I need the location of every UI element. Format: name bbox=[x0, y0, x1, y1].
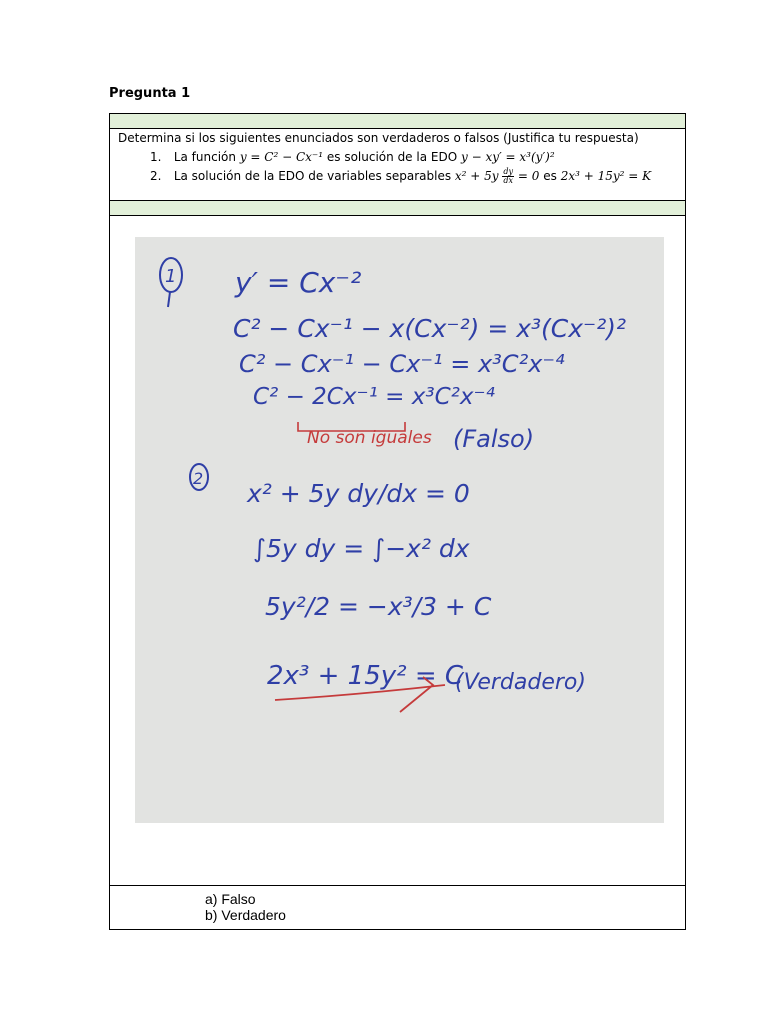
statement-2-derivative bbox=[502, 168, 514, 185]
statement-2-ode-left: x² + 5y bbox=[454, 169, 499, 183]
part2-line2: ∫5y dy = ∫−x² dx bbox=[253, 534, 470, 563]
answer-b: b) Verdadero bbox=[205, 907, 286, 923]
handwriting-canvas bbox=[135, 237, 664, 823]
statement-1-text-before: La función bbox=[173, 150, 236, 164]
statement-2 bbox=[144, 167, 678, 186]
statement-2-text-before: La solución de la EDO de variables separables bbox=[173, 169, 452, 183]
question-instruction: Determina si los siguientes enunciados son verdaderos o falsos (Justifica tu respuesta) bbox=[118, 131, 639, 145]
part1-marker-tail bbox=[168, 292, 170, 307]
statement-1 bbox=[144, 148, 678, 167]
statement-1-ode: y − xy′ = x³(y′)² bbox=[460, 150, 555, 164]
statement-1-text-middle: es solución de la EDO bbox=[326, 150, 458, 164]
part1-line3: C² − Cx⁻¹ − Cx⁻¹ = x³C²x⁻⁴ bbox=[239, 350, 565, 378]
part1-verdict: (Falso) bbox=[453, 425, 535, 453]
derivative-denominator: dx bbox=[503, 176, 514, 185]
statement-2-text-middle: es bbox=[543, 169, 557, 183]
answers-divider bbox=[110, 885, 685, 886]
part1-line1: y′ = Cx⁻² bbox=[235, 266, 362, 299]
question-statement bbox=[118, 129, 678, 186]
statement-2-solution: 2x³ + 15y² = K bbox=[560, 169, 652, 183]
header-band-bottom bbox=[110, 200, 685, 216]
answers-block bbox=[205, 891, 286, 923]
statement-1-number: 1. bbox=[150, 150, 162, 164]
part2-line3: 5y²/2 = −x³/3 + C bbox=[265, 592, 492, 621]
question-heading: Pregunta 1 bbox=[109, 86, 191, 101]
part2-line4: 2x³ + 15y² = C bbox=[267, 661, 464, 691]
part2-marker: 2 bbox=[193, 469, 204, 488]
part1-line2: C² − Cx⁻¹ − x(Cx⁻²) = x³(Cx⁻²)² bbox=[233, 314, 627, 343]
handwritten-solution-photo bbox=[135, 237, 664, 823]
part1-note: No son iguales bbox=[307, 428, 432, 448]
answer-a: a) Falso bbox=[205, 891, 256, 907]
part1-marker: 1 bbox=[165, 266, 177, 287]
statement-1-function: y = C² − Cx⁻¹ bbox=[239, 150, 324, 164]
part2-line1: x² + 5y dy/dx = 0 bbox=[247, 479, 470, 508]
statement-2-number: 2. bbox=[150, 169, 162, 183]
part2-verdict: (Verdadero) bbox=[455, 670, 586, 695]
statement-2-ode-right: = 0 bbox=[517, 169, 540, 183]
header-band-top bbox=[110, 114, 685, 129]
derivative-numerator: dy bbox=[503, 167, 514, 176]
question-table bbox=[109, 113, 686, 930]
part1-line4: C² − 2Cx⁻¹ = x³C²x⁻⁴ bbox=[253, 384, 495, 410]
statement-list bbox=[118, 148, 678, 186]
